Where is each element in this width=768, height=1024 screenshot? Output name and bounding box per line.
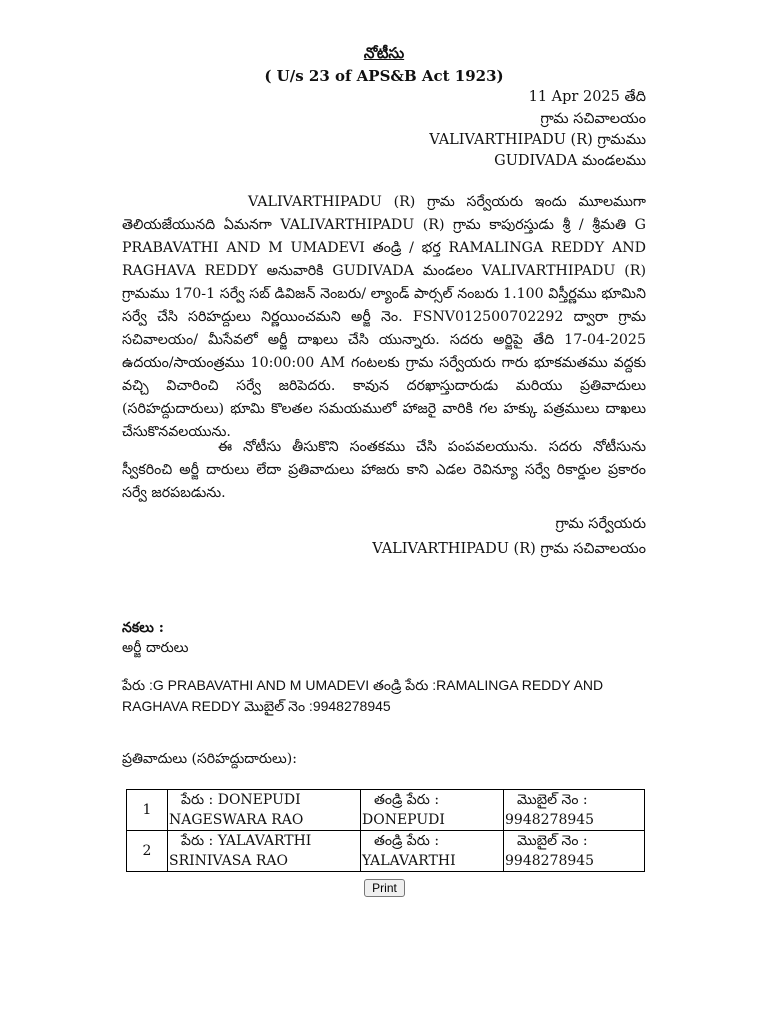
print-button[interactable]: Print — [364, 879, 405, 897]
row-number: 2 — [127, 831, 168, 872]
respondent-father-label: తండ్రి పేరు : — [374, 792, 440, 808]
respondent-name-rest: SRINIVASA RAO — [169, 853, 288, 869]
respondent-name-cell — [168, 790, 361, 831]
village-name: VALIVARTHIPADU (R) గ్రామము — [429, 132, 646, 148]
row-number: 1 — [127, 790, 168, 831]
respondent-mobile-cell — [504, 790, 645, 831]
office-name: గ్రామ సచివాలయం — [540, 111, 646, 127]
table-row — [127, 831, 645, 872]
respondents-label: ప్రతివాదులు (సరిహద్దుదారులు): — [122, 751, 297, 767]
respondent-mobile: 9948278945 — [505, 812, 595, 828]
notice-subtitle: ( U/s 23 of APS&B Act 1923) — [264, 67, 504, 85]
respondent-mobile-cell — [504, 831, 645, 872]
notice-date: 11 Apr 2025 తేది — [528, 89, 646, 105]
respondent-mobile: 9948278945 — [505, 853, 595, 869]
applicant-details: పేరు :G PRABAVATHI AND M UMADEVI తండ్రి పేరు :RAMALINGA REDDY AND RAGHAVA REDDY మొబైల్ నెం :9948278945 — [122, 677, 604, 714]
signature-designation: గ్రామ సర్వేయరు — [555, 516, 646, 532]
notice-body-paragraph-2: ఈ నోటీసు తీసుకొని సంతకము చేసి పంపవలయును. సదరు నోటీసును స్వీకరించి అర్జీ దారులు లేదా ప్రతివాదులు హాజరు కాని ఎడల రెవిన్యూ సర్వే రికార్డుల ప్రకారం సర్వే జరపబడును. — [122, 439, 646, 501]
copy-label: నకలు : — [122, 620, 164, 636]
applicants-label: అర్జీ దారులు — [122, 640, 189, 656]
respondent-name-rest: NAGESWARA RAO — [169, 812, 304, 828]
signature-office: VALIVARTHIPADU (R) గ్రామ సచివాలయం — [372, 541, 646, 557]
respondent-father-rest: DONEPUDI — [362, 812, 445, 828]
respondents-table — [126, 789, 645, 872]
notice-title: నోటీసు — [363, 44, 405, 62]
respondent-father-rest: YALAVARTHI — [362, 853, 456, 869]
respondent-mobile-label: మొబైల్ నెం : — [517, 833, 588, 849]
respondent-name-cell — [168, 831, 361, 872]
mandal-name: GUDIVADA మండలము — [494, 153, 646, 169]
respondent-father-cell — [361, 790, 504, 831]
respondent-name-label: పేరు : DONEPUDI — [181, 792, 301, 808]
respondent-father-cell — [361, 831, 504, 872]
respondent-father-label: తండ్రి పేరు : — [374, 833, 440, 849]
notice-body-paragraph-1: VALIVARTHIPADU (R) గ్రామ సర్వేయరు ఇందు మూలముగా తెలియజేయునది ఏమనగా VALIVARTHIPADU (R) గ్రామ కాపురస్తుడు శ్రీ / శ్రీమతి G PRABAVATHI AND M UMADEVI తండ్రి / భర్త RAMALINGA REDDY AND RAGHAVA REDDY అనువారికి GUDIVADA మండలం VALIVARTHIPADU (R) గ్రామము 170-1 సర్వే సబ్ డివిజన్ నెంబరు/ ల్యాండ్ పార్సల్ నంబరు 1.100 విస్తీర్ణము భూమిని సర్వే చేసి సరిహద్దులు నిర్ణయించమని అర్జీ నెం. FSNV012500702292 ద్వారా గ్రామ సచివాలయం/ మీసేవలో అర్జీ దాఖలు చేసి యున్నారు. సదరు అర్జిపై తేది 17-04-2025 ఉదయం/సాయంత్రము 10:00:00 AM గంటలకు గ్రామ సర్వేయరు గారు భూకమతము వద్దకు వచ్చి విచారించి సర్వే జరిపెదరు. కావున దరఖాస్తుదారుడు మరియు ప్రతివాదులు (సరిహద్దుదారులు) భూమి కొలతల సమయములో హాజరై వారికి గల హక్కు పత్రములు దాఖలు చేసుకొనవలయును. — [122, 194, 646, 440]
respondent-name-label: పేరు : YALAVARTHI — [181, 833, 312, 849]
respondent-mobile-label: మొబైల్ నెం : — [517, 792, 588, 808]
table-row — [127, 790, 645, 831]
